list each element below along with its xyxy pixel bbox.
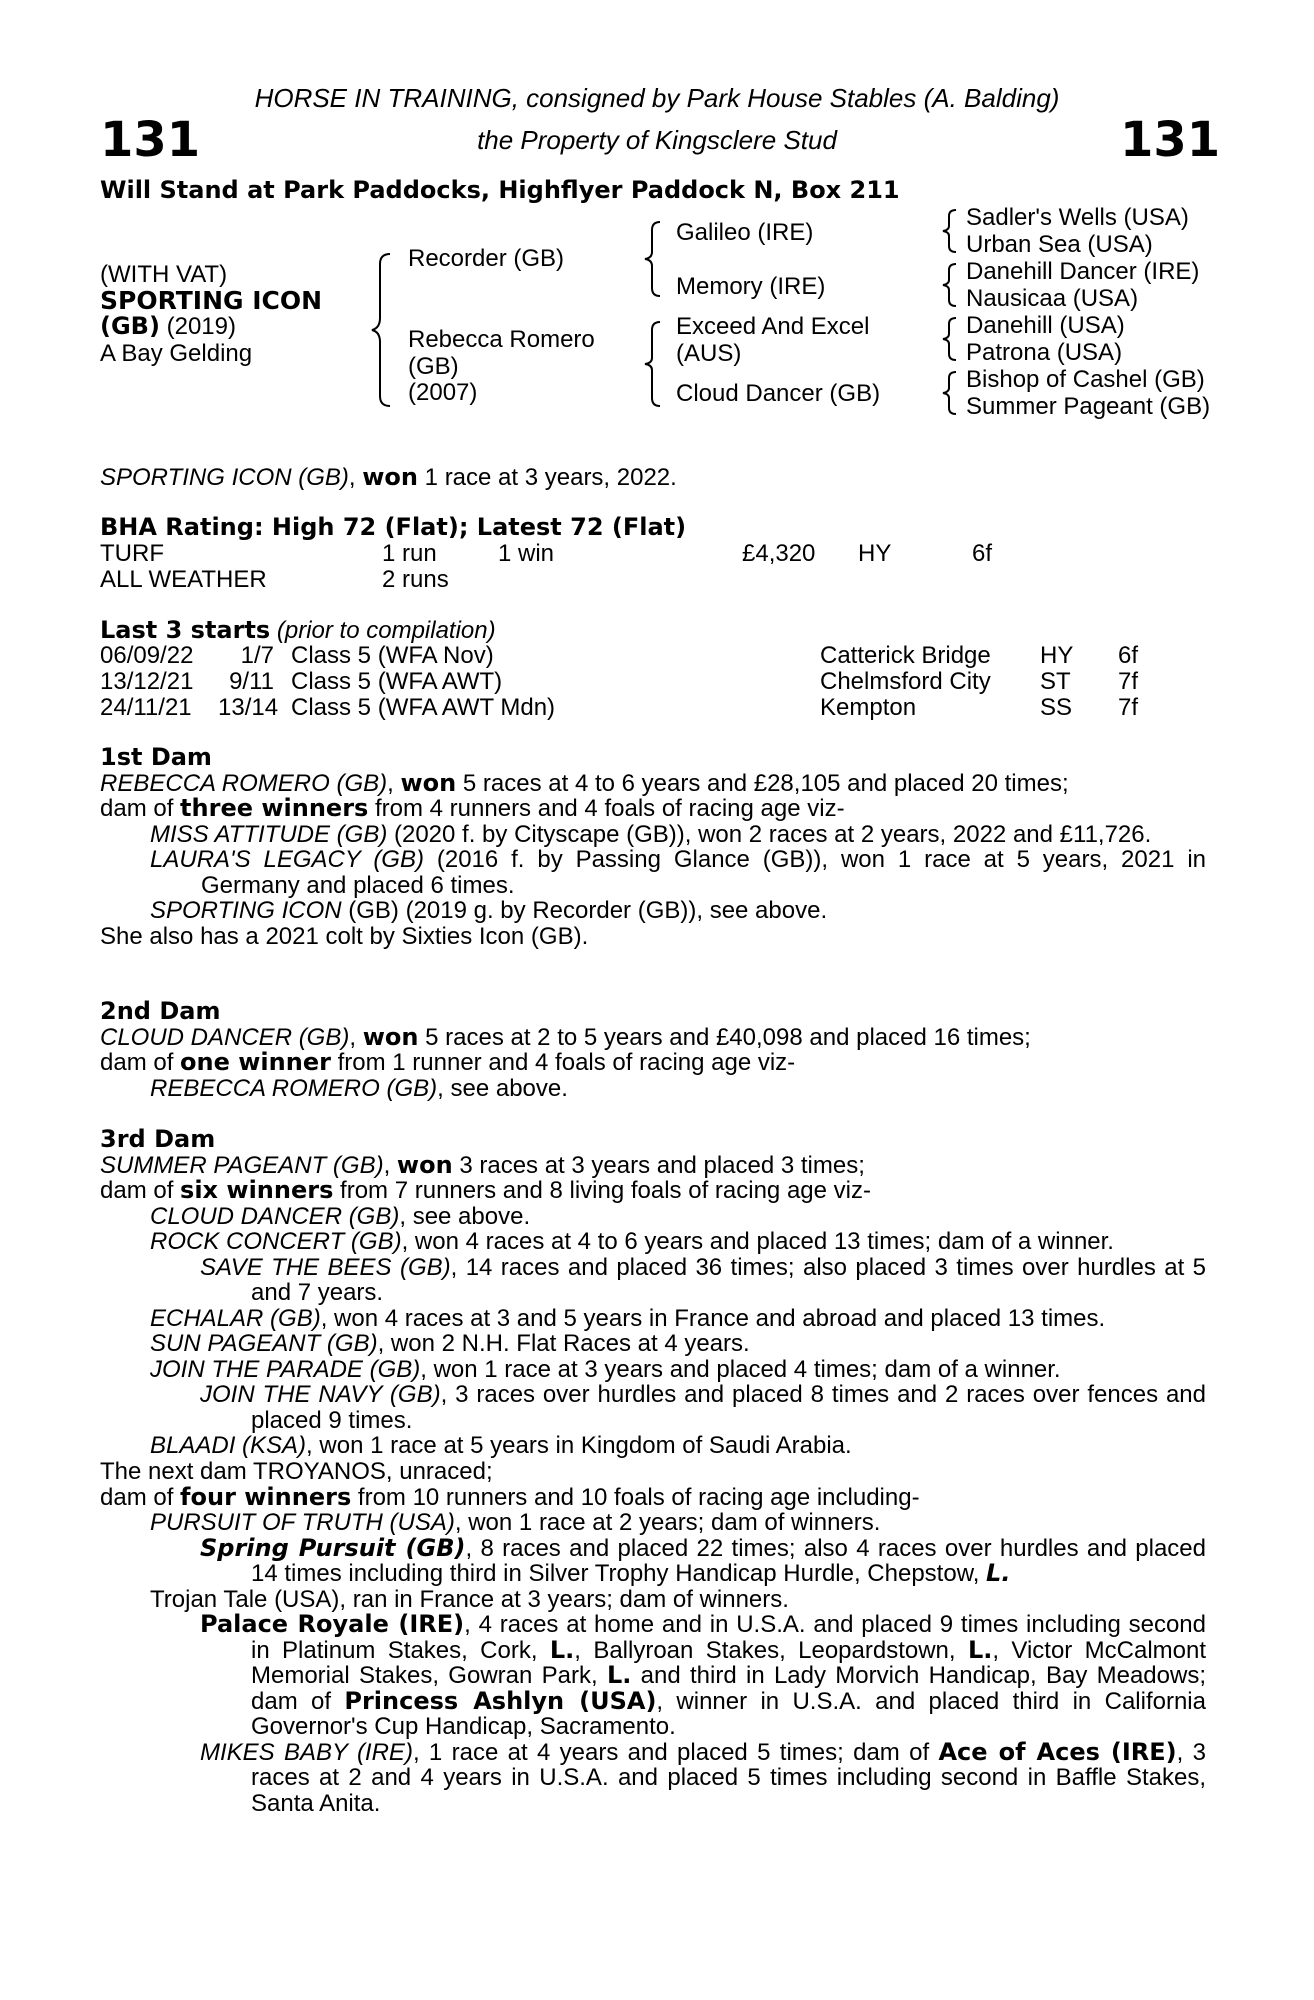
g3-danehill-dancer: Danehill Dancer (IRE) [966,258,1200,285]
g3-patrona: Patrona (USA) [966,339,1123,366]
third-dam-name: SUMMER PAGEANT (GB) [100,1151,384,1179]
dam-line2: (GB) [408,353,459,380]
second-dam-name: CLOUD DANCER (GB) [100,1023,350,1051]
produce-record: , won 2 N.H. Flat Races at 4 years. [377,1330,750,1357]
start-going: ST [1040,668,1071,695]
next-dam-intro: The next dam TROYANOS, unraced; [100,1458,493,1485]
produce-record: , won 1 race at 2 years; dam of winners. [454,1509,881,1536]
produce-miss-attitude [100,822,1206,848]
produce-name: JOIN THE NAVY (GB) [200,1381,441,1408]
produce-text: from 7 runners and 8 living foals of racing age viz- [333,1177,871,1204]
rating-turf-surface: TURF [100,540,164,567]
produce-record: , Victor McCalmont Memorial Stakes, Gowran Park, [251,1636,1207,1689]
dam-of-label: dam of [100,1177,181,1204]
listed-marker: L. [967,1635,993,1664]
produce-echalar [100,1306,1206,1332]
produce-text: from 4 runners and 4 foals of racing age viz- [368,795,845,822]
horse-year: (2019) [166,313,236,340]
produce-sun-pageant [100,1331,1206,1357]
dam-sire-line1: Exceed And Excel [676,313,870,340]
produce-save-the-bees [100,1255,1206,1306]
g3-danehill: Danehill (USA) [966,312,1125,339]
produce-name: MISS ATTITUDE (GB) [150,820,388,848]
start-race: Class 5 (WFA Nov) [291,642,494,669]
vat-note: (WITH VAT) [100,261,228,288]
sire-dam-brace [366,250,396,410]
produce-cloud-dancer [100,1204,1206,1230]
record-text: 5 races at 2 to 5 years and £40,098 and placed 16 times; [418,1023,1031,1051]
rating-aw-surface: ALL WEATHER [100,566,267,593]
produce-record: , 4 races at home and in U.S.A. and placed 9 times including second in Platinum Stakes, Cork, [251,1611,1206,1664]
dam-of-label: dam of [100,1483,181,1511]
produce-rebecca-romero [100,1076,1206,1102]
listed-marker: L. [606,1661,632,1689]
produce-name: MIKES BABY (IRE) [200,1738,413,1766]
record-text: 5 races at 4 to 6 years and £28,105 and placed 20 times; [456,769,1069,797]
summary-rest: 1 race at 3 years, 2022. [424,464,677,491]
horse-description: A Bay Gelding [100,340,253,367]
last-starts-title: Last 3 starts [100,616,271,644]
horse-origin-line [100,314,236,340]
produce-name: CLOUD DANCER (GB) [150,1202,400,1230]
lot-number-left: 131 [100,112,201,168]
produce-trojan-tale: Trojan Tale (USA), ran in France at 3 years; dam of winners. [150,1585,789,1613]
rating-turf-runs: 1 run [382,540,437,567]
produce-record: , won 1 race at 3 years and placed 4 times; dam of a winner. [420,1355,1061,1383]
produce-mikes-baby [100,1737,1207,1817]
separator: , [387,769,401,797]
produce-name: Spring Pursuit (GB) [200,1533,466,1562]
rating-turf-dist: 6f [972,540,993,567]
second-dam-produce [100,1050,1206,1076]
sire-dam: Memory (IRE) [676,273,826,300]
third-dam-title: 3rd Dam [100,1125,216,1153]
rating-turf-prize: £4,320 [742,540,816,567]
sire-parents-brace [640,218,666,300]
produce-lauras-legacy [100,847,1206,898]
consignor-line: HORSE IN TRAINING, consigned by Park House Stables (A. Balding) [254,83,1060,113]
won-label: won [400,768,457,797]
produce-name: Palace Royale (IRE) [200,1610,465,1638]
listed-marker: L. [549,1635,575,1664]
horse-suffix: (GB) [100,312,160,340]
produce-record: and third in Lady Morvich Handicap, Bay Meadows; dam of [251,1662,1206,1715]
produce-rock-concert [100,1229,1206,1255]
start-position: 9/11 [229,668,274,695]
first-dam-section [100,745,1206,949]
sire-sire: Galileo (IRE) [676,219,814,246]
produce-record: (2020 f. by Cityscape (GB)), won 2 races at 2 years, 2022 and £11,726. [387,820,1152,848]
third-dam-section [100,1127,1206,1459]
first-dam-produce [100,796,1206,822]
start-course: Catterick Bridge [820,642,991,669]
produce-record: (GB) (2019 g. by Recorder (GB)), see above. [341,897,828,924]
horse-name: SPORTING ICON [100,286,323,315]
produce-name: SAVE THE BEES (GB) [200,1253,451,1281]
winners-count: four winners [180,1482,352,1511]
produce-record: , 8 races and placed 22 times; also 4 races over hurdles and placed 14 times including third in Silver Trophy Handicap Hurdle, Chepstow, [251,1534,1206,1587]
property-line: the Property of Kingsclere Stud [477,125,837,155]
produce-spring-pursuit [100,1533,1206,1587]
produce-record: , 3 races over hurdles and placed 8 times and 2 races over fences and placed 9 times. [251,1381,1206,1434]
summary-won: won [362,463,418,491]
start-race: Class 5 (WFA AWT) [291,668,503,695]
g3-sadlers-wells: Sadler's Wells (USA) [966,204,1189,231]
start-position: 13/14 [218,694,279,721]
next-dam-produce [100,1482,1206,1511]
third-dam-record [100,1150,1206,1179]
produce-name: REBECCA ROMERO (GB) [150,1074,438,1102]
first-dam-name: REBECCA ROMERO (GB) [100,769,388,797]
first-dam-title: 1st Dam [100,743,212,771]
produce-record: , 14 races and placed 36 times; also placed 3 times over hurdles at 5 and 7 years. [251,1253,1207,1306]
dam-parents-brace [640,318,666,410]
produce-record: , Ballyroan Stakes, Leopardstown, [574,1636,968,1664]
produce-name: LAURA'S LEGACY (GB) [150,846,424,873]
second-dam-record [100,1022,1206,1051]
g3-urban-sea: Urban Sea (USA) [966,231,1153,258]
winners-count: six winners [180,1176,334,1204]
produce-record: , won 4 races at 4 to 6 years and placed 13 times; dam of a winner. [401,1228,1114,1255]
start-date: 06/09/22 [100,642,194,669]
won-label: won [396,1150,453,1179]
start-date: 24/11/21 [100,694,192,721]
sire: Recorder (GB) [408,245,565,272]
first-dam-also-has: She also has a 2021 colt by Sixties Icon (GB). [100,922,589,950]
rating-turf-wins: 1 win [498,540,555,567]
produce-palace-royale [100,1612,1206,1740]
won-label: won [362,1022,419,1051]
produce-record: (2016 f. by Passing Glance (GB)), won 1 race at 5 years, 2021 in Germany and placed 6 times. [201,846,1206,899]
start-distance: 7f [1118,668,1139,695]
start-date: 13/12/21 [100,668,194,695]
last-starts-note: (prior to compilation) [276,617,496,644]
listed-marker: L. [986,1559,1011,1587]
start-course: Chelmsford City [820,668,991,695]
start-position: 1/7 [240,642,274,669]
separator: , [383,1151,397,1179]
first-dam-record [100,768,1206,797]
produce-record: , won 1 race at 5 years in Kingdom of Saudi Arabia. [306,1432,852,1459]
start-distance: 6f [1118,642,1139,669]
black-type-name: Ace of Aces (IRE) [938,1737,1177,1766]
produce-name: SPORTING ICON [150,897,342,924]
dam-line1: Rebecca Romero [408,326,595,353]
rating-aw-runs: 2 runs [382,566,449,593]
record-text: 3 races at 3 years and placed 3 times; [452,1151,865,1179]
next-dam-section [100,1459,1206,1816]
winners-count: one winner [180,1048,331,1076]
start-race: Class 5 (WFA AWT Mdn) [291,694,556,721]
produce-name: BLAADI (KSA) [150,1432,307,1459]
dam-of-label: dam of [100,1049,181,1076]
produce-sporting-icon [100,898,1206,924]
g3-summer-pageant: Summer Pageant (GB) [966,393,1211,420]
g3-bishop-of-cashel: Bishop of Cashel (GB) [966,366,1205,393]
produce-blaadi [100,1433,1206,1459]
produce-text: from 10 runners and 10 foals of racing age including- [351,1483,920,1511]
black-type-name: Princess Ashlyn (USA) [344,1686,657,1715]
dam-sire-line2: (AUS) [676,340,742,367]
separator: , [349,1023,363,1051]
produce-name: ROCK CONCERT (GB) [150,1228,402,1255]
rating-turf-going: HY [858,540,892,567]
produce-name: JOIN THE PARADE (GB) [150,1355,421,1383]
last-starts-heading [100,618,496,644]
race-summary: SPORTING ICON (GB), won 1 race at 3 years, 2022. [100,463,677,491]
produce-join-the-navy [100,1382,1206,1433]
produce-name: ECHALAR (GB) [150,1304,321,1332]
produce-record: , won 4 races at 3 and 5 years in France and abroad and placed 13 times. [320,1304,1106,1332]
winners-count: three winners [180,794,369,822]
second-dam-title: 2nd Dam [100,997,221,1025]
produce-record: , 1 race at 4 years and placed 5 times; dam of [412,1738,939,1766]
stand-location: Will Stand at Park Paddocks, Highflyer Paddock N, Box 211 [100,176,900,204]
produce-pursuit-of-truth [100,1510,1206,1536]
produce-text: from 1 runner and 4 foals of racing age viz- [330,1049,796,1076]
produce-join-the-parade [100,1357,1206,1383]
produce-record: , 3 races at 2 and 4 years in U.S.A. and placed 5 times including second in Baffle Stakes, Santa Anita. [251,1738,1207,1817]
lot-number-right: 131 [1120,112,1221,168]
bha-rating: BHA Rating: High 72 (Flat); Latest 72 (Flat) [100,513,687,541]
dam-dam: Cloud Dancer (GB) [676,380,881,407]
g3-nausicaa: Nausicaa (USA) [966,285,1139,312]
start-distance: 7f [1118,694,1139,721]
produce-record: , see above. [437,1074,568,1102]
third-dam-produce [100,1178,1206,1204]
start-going: HY [1040,642,1074,669]
dam-line3: (2007) [408,379,478,406]
start-going: SS [1040,694,1073,721]
start-course: Kempton [820,694,917,721]
summary-horse-name: SPORTING ICON (GB) [100,464,349,491]
grandparents-braces [940,206,960,422]
produce-record: , see above. [399,1202,531,1230]
produce-record: , winner in U.S.A. and placed third in California Governor's Cup Handicap, Sacramento. [251,1687,1206,1740]
second-dam-section [100,999,1206,1101]
dam-of-label: dam of [100,795,181,822]
produce-name: SUN PAGEANT (GB) [150,1330,378,1357]
produce-name: PURSUIT OF TRUTH (USA) [150,1509,455,1536]
